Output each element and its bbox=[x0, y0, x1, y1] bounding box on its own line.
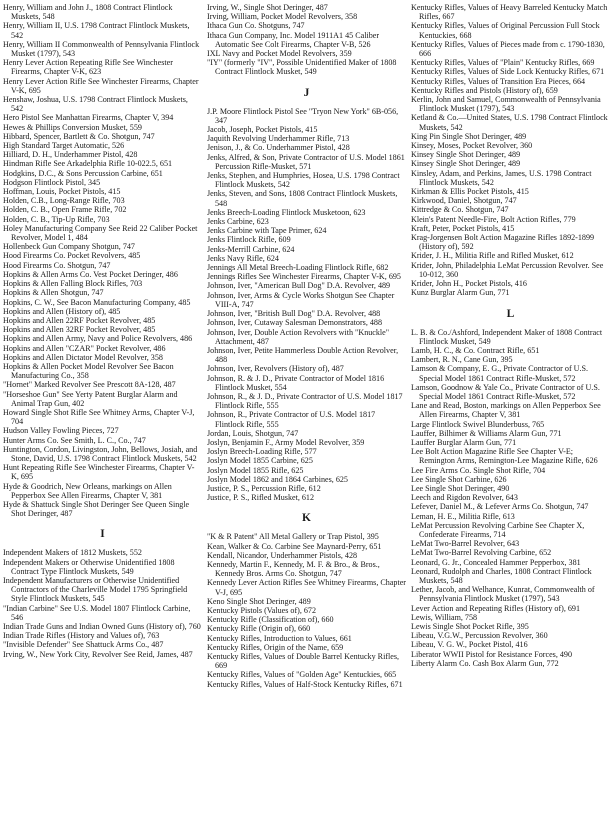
index-entry: Hopkins and Allen Dictator Model Revolver, 358 bbox=[3, 352, 163, 362]
index-entry: Joslyn Breech-Loading Rifle, 577 bbox=[207, 447, 317, 457]
index-entry: Jenks, Steven, and Sons, 1808 Contract Flintlock Muskets, 548 bbox=[207, 189, 398, 208]
index-entry: Libeau, V. G. W., Pocket Pistol, 416 bbox=[411, 640, 528, 650]
index-entry: Kentucky Rifles, Values of "Plain" Kentucky Rifles, 669 bbox=[411, 58, 595, 68]
index-entry: Hopkins & Allen Falling Block Rifles, 703 bbox=[3, 279, 143, 289]
index-entry: Irving, W., Single Shot Deringer, 487 bbox=[207, 3, 328, 12]
index-entry: Lamson, Goodnow & Yale Co., Private Contractor of U.S. Special Model 1861 Contract Rifle-Musket, 572 bbox=[411, 382, 600, 401]
index-entry: Hibbard, Spencer, Bartlett & Co. Shotgun, 747 bbox=[3, 131, 155, 141]
index-entry: Jenison, J., & Co. Underhammer Pistol, 428 bbox=[207, 143, 350, 153]
index-entry: Libeau, V.G.W., Percussion Revolver, 360 bbox=[411, 631, 548, 641]
index-entry: Kennedy, Martin F., Kennedy, M. F. & Bro., & Bros., Kennedy Bros. Arms Co. Shotgun, 747 bbox=[207, 559, 380, 579]
index-entry: Kraft, Peter, Pocket Pistols, 415 bbox=[411, 223, 515, 233]
index-entry: Johnson, Iver, Arms & Cycle Works Shotgun See Chapter VIII-A, 747 bbox=[207, 290, 395, 309]
index-entry: Kennedy Lever Action Rifles See Whitney Firearms, Chapter V-J, 695 bbox=[207, 578, 406, 597]
index-entry: "K & R Patent" All Metal Gallery or Trap Pistol, 395 bbox=[207, 532, 379, 542]
index-entry: Joslyn Model 1855 Rifle, 625 bbox=[207, 465, 304, 475]
index-entry: Lewis Single Shot Pocket Rifle, 395 bbox=[411, 622, 529, 631]
index-entry: Jennings All Metal Breech-Loading Flintlock Rifle, 682 bbox=[207, 263, 389, 273]
index-entry: Hewes & Phillips Conversion Musket, 559 bbox=[3, 122, 142, 132]
index-entry: Jaquith Revolving Underhammer Rifle, 713 bbox=[207, 134, 350, 144]
index-entry: King Pin Single Shot Deringer, 489 bbox=[411, 131, 527, 141]
index-entry: Kinsley, Adam, and Perkins, James, U.S. 1798 Contract Flintlock Muskets, 542 bbox=[411, 168, 592, 187]
index-entry: Kirkwood, Daniel, Shotgun, 747 bbox=[411, 196, 517, 206]
index-entry: High Standard Target Automatic, 526 bbox=[3, 141, 125, 151]
index-entry: Kean, Walker & Co. Carbine See Maynard-Perry, 651 bbox=[207, 541, 382, 551]
index-entry: Ithaca Gun Co. Shotguns, 747 bbox=[207, 21, 305, 31]
index-entry: Henry Lever Action Repeating Rifle See Winchester Firearms, Chapter V-K, 623 bbox=[3, 58, 173, 77]
index-entry: Hood Firearms Co. Shotgun, 747 bbox=[3, 260, 111, 270]
index-entry: Lever Action and Repeating Rifles (History of), 691 bbox=[411, 603, 581, 613]
index-entry: Indian Trade Guns and Indian Owned Guns (History of), 760 bbox=[3, 622, 201, 631]
index-entry: Kentucky Rifles, Origin of the Name, 659 bbox=[207, 642, 344, 652]
index-entry: Hindman Rifle See Arkadelphia Rifle 10-022.5, 651 bbox=[3, 159, 173, 169]
index-entry: Leonard, Rudolph and Charles, 1808 Contract Flintlock Muskets, 548 bbox=[411, 566, 592, 585]
index-entry: Hero Pistol See Manhattan Firearms, Chapter V, 394 bbox=[3, 113, 174, 123]
index-entry: Kentucky Rifles and Pistols (History of), 659 bbox=[411, 85, 558, 95]
index-entry: Huntington, Cordon, Livingston, John, Bellows, Josiah, and Stone, David, U.S. 1798 Contract Flintlock Muskets, 542 bbox=[3, 444, 198, 463]
index-column-3 bbox=[411, 3, 608, 815]
index-entry: Lee Single Shot Carbine, 626 bbox=[411, 474, 507, 484]
index-entry: Lamson & Company, E. G., Private Contractor of U.S. Special Model 1861 Contract Rifle-Musket, 572 bbox=[411, 364, 589, 383]
index-entry: Holden, C. B., Tip-Up Rifle, 703 bbox=[3, 214, 110, 224]
index-entry: Hilliard, D. H., Underhammer Pistol, 428 bbox=[3, 150, 138, 160]
index-entry: Hollenbeck Gun Company Shotgun, 747 bbox=[3, 242, 135, 252]
index-entry: Jenks Carbine, 623 bbox=[207, 217, 269, 227]
index-entry: Kunz Burglar Alarm Gun, 771 bbox=[411, 288, 510, 298]
index-entry: Kentucky Rifles, Values of Double Barrel Kentucky Rifles, 669 bbox=[207, 652, 400, 671]
index-entry: Johnson, Iver, "American Bull Dog" D.A. Revolver, 489 bbox=[207, 281, 391, 291]
index-entry: Keno Single Shot Deringer, 489 bbox=[207, 596, 311, 606]
index-entry: Kentucky Rifles, Values of Half-Stock Kentucky Rifles, 671 bbox=[207, 679, 403, 689]
index-entry: Indian Trade Rifles (History and Values of), 763 bbox=[3, 631, 160, 641]
index-entry: IXL Navy and Pocket Model Revolvers, 359 bbox=[207, 49, 352, 59]
index-entry: Hyde & Shattuck Single Shot Deringer See Queen Single Shot Deringer, 487 bbox=[3, 499, 190, 519]
index-entry: Johnson, R., Private Contractor of U.S. Model 1817 Flintlock Rifle, 555 bbox=[207, 410, 376, 429]
index-entry: Hopkins and Allen (History of), 485 bbox=[3, 306, 121, 316]
index-entry: Johnson, Iver, "British Bull Dog" D.A. Revolver, 488 bbox=[207, 309, 381, 319]
index-entry: Johnson, R. & J. D., Private Contractor of Model 1816 Flintlock Musket, 554 bbox=[207, 373, 385, 392]
index-entry: Lether, Jacob, and Welhance, Kunrat, Commonwealth of Pennsylvania Flintlock Musket (1797), 543 bbox=[411, 585, 595, 604]
index-entry: LeMat Two-Barrel Revolver, 643 bbox=[411, 539, 520, 549]
index-entry: Hopkins and Allen Army, Navy and Police Revolvers, 486 bbox=[3, 334, 193, 344]
index-entry: Johnson, Iver, Cutaway Salesman Demonstrators, 488 bbox=[207, 318, 383, 328]
index-entry: Hopkins & Allen Pocket Model Revolver See Bacon Manufacturing Co., 358 bbox=[3, 361, 174, 381]
index-entry: Johnson, Iver, Revolvers (History of), 487 bbox=[207, 364, 344, 374]
index-entry: Lee Single Shot Deringer, 490 bbox=[411, 483, 510, 493]
index-entry: Kerlin, John and Samuel, Commonwealth of Pennsylvania Flintlock Musket (1797), 543 bbox=[411, 95, 601, 114]
index-entry: Lauffer Burglar Alarm Gun, 771 bbox=[411, 437, 517, 447]
index-entry: Large Flintlock Swivel Blunderbuss, 765 bbox=[411, 419, 545, 429]
index-entry: Kentucky Rifles, Values of Pieces made from c. 1790-1830, 666 bbox=[411, 39, 605, 59]
index-entry: Jenks Flintlock Rifle, 609 bbox=[207, 235, 291, 245]
index-entry: Leonard, G. Jr., Concealed Hammer Pepperbox, 381 bbox=[411, 557, 581, 567]
index-entry: Hopkins and Allen "CZAR" Pocket Revolver, 486 bbox=[3, 343, 166, 353]
index-entry: Hoffman, Louis, Pocket Pistols, 415 bbox=[3, 187, 121, 197]
index-entry: "Indian Carbine" See U.S. Model 1807 Flintlock Carbine, 546 bbox=[3, 603, 191, 622]
index-entry: Ketland & Co.—United States, U.S. 1798 Contract Flintlock Muskets, 542 bbox=[411, 113, 608, 132]
index-entry: Kittredge & Co. Shotgun, 747 bbox=[411, 205, 509, 215]
index-entry: Holden, C. B., Open Frame Rifle, 702 bbox=[3, 205, 127, 215]
index-entry: LeMat Two-Barrel Revolving Carbine, 652 bbox=[411, 548, 552, 558]
index-entry: Lambert, R. N., Cane Gun, 395 bbox=[411, 355, 513, 365]
index-entry: J.P. Moore Flintlock Pistol See "Tryon New York" 6B-056, 347 bbox=[207, 106, 399, 125]
index-entry: "Horseshoe Gun" See Yerty Patent Burglar Alarm and Animal Trap Gun, 402 bbox=[3, 389, 178, 408]
index-entry: L. B. & Co./Ashford, Independent Maker of 1808 Contract Flintlock Musket, 549 bbox=[411, 327, 603, 346]
index-entry: Jenks Breech-Loading Flintlock Musketoon, 623 bbox=[207, 207, 366, 217]
index-entry: Hudson Valley Fowling Pieces, 727 bbox=[3, 426, 119, 436]
index-entry: Krag-Jorgensen Bolt Action Magazine Rifles 1892-1899 (History of), 592 bbox=[411, 233, 595, 252]
index-entry: Independent Manufacturers or Otherwise Unidentified Contractors of the Charleville Model 1795 Springfield Style Flintlock Muskets, 545 bbox=[3, 575, 188, 604]
index-entry: Jenks-Merrill Carbine, 624 bbox=[207, 244, 295, 254]
index-entry: Henry, William II Commonwealth of Pennsylvania Flintlock Musket (1797), 543 bbox=[3, 39, 200, 59]
index-entry: Kinsey Single Shot Deringer, 489 bbox=[411, 150, 521, 160]
index-entry: Jenks Carbine with Tape Primer, 624 bbox=[207, 226, 327, 236]
index-entry: Lee Fire Arms Co. Single Shot Rifle, 704 bbox=[411, 465, 546, 475]
index-entry: Leman, H. E., Militia Rifle, 613 bbox=[411, 511, 515, 521]
index-entry: Kinsey Single Shot Deringer, 489 bbox=[411, 159, 521, 169]
index-entry: Kendall, Nicandor, Underhammer Pistols, 428 bbox=[207, 550, 358, 560]
index-entry: Joslyn Model 1862 and 1864 Carbines, 625 bbox=[207, 474, 348, 484]
index-entry: Lane and Read, Boston, markings on Allen Pepperbox See Allen Firearms, Chapter V, 381 bbox=[411, 401, 601, 420]
index-entry: Hopkins, C. W., See Bacon Manufacturing Company, 485 bbox=[3, 297, 191, 307]
index-entry: Kentucky Rifle (Classification of), 660 bbox=[207, 615, 334, 625]
index-entry: Justice, P. S., Percussion Rifle, 612 bbox=[207, 483, 321, 493]
index-entry: Independent Makers of 1812 Muskets, 552 bbox=[3, 548, 142, 558]
index-column-1 bbox=[3, 3, 202, 815]
section-letter-heading: I bbox=[100, 528, 105, 541]
index-entry: Hood Firearms Co. Pocket Revolvers, 485 bbox=[3, 251, 141, 261]
index-entry: Lamb, H. C., & Co. Contract Rifle, 651 bbox=[411, 345, 540, 355]
index-entry: Joslyn, Benjamin F., Army Model Revolver, 359 bbox=[207, 437, 365, 447]
index-entry: Henry, William II, U.S. 1798 Contract Flintlock Muskets, 542 bbox=[3, 21, 190, 40]
section-letter-heading: K bbox=[302, 512, 311, 525]
index-entry: Jordan, Louis, Shotgun, 747 bbox=[207, 428, 299, 438]
index-entry: Kentucky Rifles, Values of Side Lock Kentucky Rifles, 671 bbox=[411, 67, 605, 77]
index-entry: Johnson, Iver, Double Action Revolvers with "Knuckle" Attachment, 487 bbox=[207, 327, 390, 346]
index-entry: Hodgkins, D.C., & Sons Percussion Carbine, 651 bbox=[3, 168, 163, 178]
index-entry: Kinsey, Moses, Pocket Revolver, 360 bbox=[411, 141, 533, 151]
index-entry: Krider, J. H., Militia Rifle and Rifled Musket, 612 bbox=[411, 251, 574, 261]
index-entry: Kentucky Rifles, Values of Transition Era Pieces, 664 bbox=[411, 76, 586, 86]
index-entry: Hopkins & Allen Shotgun, 747 bbox=[3, 288, 104, 298]
index-entry: Hopkins & Allen Arms Co. Vest Pocket Deringer, 486 bbox=[3, 269, 178, 279]
index-entry: Lee Bolt Action Magazine Rifle See Chapter V-E; Remington Arms, Remington-Lee Magazine Rifle, 626 bbox=[411, 447, 598, 466]
index-entry: Howard Single Shot Rifle See Whitney Arms, Chapter V-J, 704 bbox=[3, 407, 195, 427]
index-entry: Kentucky Rifles, Values of "Golden Age" Kentuckies, 665 bbox=[207, 670, 397, 680]
section-letter-heading: J bbox=[303, 86, 310, 99]
index-entry: Hopkins and Allen 22RF Pocket Revolver, 485 bbox=[3, 315, 156, 325]
index-entry: Klein's Patent Needle-Fire, Bolt Action Rifles, 779 bbox=[411, 214, 576, 224]
index-entry: Johnson, Iver, Petite Hammerless Double Action Revolver, 488 bbox=[207, 345, 399, 365]
index-entry: Jenks Navy Rifle, 624 bbox=[207, 253, 279, 263]
index-entry: Irving, W., New York City, Revolver See Reid, James, 487 bbox=[3, 649, 193, 659]
index-entry: Hunter Arms Co. See Smith, L. C., Co., 747 bbox=[3, 435, 146, 445]
index-entry: Henry, William and John J., 1808 Contract Flintlock Muskets, 548 bbox=[3, 3, 173, 22]
index-entry: Hodgson Flintlock Pistol, 345 bbox=[3, 177, 101, 187]
index-entry: Hunt Repeating Rifle See Winchester Firearms, Chapter V-K, 695 bbox=[3, 463, 195, 482]
index-entry: Kentucky Rifles, Values of Original Percussion Full Stock Kentuckies, 668 bbox=[411, 21, 600, 40]
index-entry: Johnson, R., & J. D., Private Contractor of U.S. Model 1817 Flintlock Rifle, 555 bbox=[207, 391, 403, 411]
index-entry: Hyde & Goodrich, New Orleans, markings on Allen Pepperbox See Allen Firearms, Chapter V, 381 bbox=[3, 481, 172, 500]
index-entry: Kentucky Rifles, Introduction to Values, 661 bbox=[207, 633, 352, 643]
index-entry: Henshaw, Joshua, U.S. 1798 Contract Flintlock Muskets, 542 bbox=[3, 95, 188, 114]
index-entry: Jenks, Alfred, & Son, Private Contractor of U.S. Model 1861 Percussion Rifle-Musket, 571 bbox=[207, 152, 405, 171]
index-entry: Lewis, William, 758 bbox=[411, 612, 478, 622]
index-entry: LeMat Percussion Revolving Carbine See Chapter X, Confederate Firearms, 714 bbox=[411, 520, 585, 539]
index-entry: Jacob, Joseph, Pocket Pistols, 415 bbox=[207, 125, 318, 135]
index-entry: "Invisible Defender" See Shattuck Arms Co., 487 bbox=[3, 640, 164, 650]
index-entry: Holden, C.B., Long-Range Rifle, 703 bbox=[3, 196, 125, 206]
index-entry: Kentucky Rifle (Origin of), 660 bbox=[207, 624, 311, 634]
index-entry: Liberator WWII Pistol for Resistance Forces, 490 bbox=[411, 649, 573, 659]
index-entry: Hopkins and Allen 32RF Pocket Revolver, 485 bbox=[3, 325, 156, 335]
index-entry: Henry Lever Action Rifle See Winchester Firearms, Chapter V-K, 695 bbox=[3, 76, 199, 95]
index-entry: Lauffer, Bilhimer & Williams Alarm Gun, 771 bbox=[411, 428, 562, 438]
index-entry: Krider, John H., Pocket Pistols, 416 bbox=[411, 279, 527, 289]
index-entry: Ithaca Gun Company, Inc. Model 1911A1 45 Caliber Automatic See Colt Firearms, Chapter V-B, 526 bbox=[207, 30, 380, 49]
index-entry: Irving, William, Pocket Model Revolvers, 358 bbox=[207, 12, 358, 22]
index-entry: Independent Makers or Otherwise Unidentified 1808 Contract Type Flintlock Muskets, 549 bbox=[3, 557, 175, 576]
index-entry: Jennings Rifles See Winchester Firearms, Chapter V-K, 695 bbox=[207, 272, 401, 282]
index-entry: Liberty Alarm Co. Cash Box Alarm Gun, 772 bbox=[411, 658, 559, 668]
index-entry: Joslyn Model 1855 Carbine, 625 bbox=[207, 456, 313, 466]
index-entry: Jenks, Stephen, and Humphries, Hosea, U.S. 1798 Contract Flintlock Muskets, 542 bbox=[207, 171, 400, 190]
index-entry: Leech and Rigdon Revolver, 643 bbox=[411, 493, 518, 503]
index-entry: Krider, John, Philadelphia LeMat Percussion Revolver. See 10-012, 360 bbox=[411, 260, 604, 279]
index-entry: "IY" (formerly "IV", Possible Unidentified Maker of 1808 Contract Flintlock Musket, 549 bbox=[207, 58, 397, 77]
index-entry: Holey Manufacturing Company See Reid 22 Caliber Pocket Revolver, Model 1, 484 bbox=[3, 223, 198, 243]
index-column-2 bbox=[207, 3, 406, 815]
index-entry: Kentucky Pistols (Values of), 672 bbox=[207, 605, 317, 615]
section-letter-heading: L bbox=[506, 307, 515, 320]
index-entry: Kentucky Rifles, Values of Heavy Barreled Kentucky Match Rifles, 667 bbox=[411, 3, 608, 22]
index-entry: Kirkman & Ellis Pocket Pistols, 415 bbox=[411, 187, 529, 197]
index-entry: Lefever, Daniel M., & Lefever Arms Co. Shotgun, 747 bbox=[411, 502, 589, 512]
index-entry: Justice, P. S., Rifled Musket, 612 bbox=[207, 493, 315, 503]
index-entry: "Hornet" Marked Revolver See Prescott 8A-128, 487 bbox=[3, 380, 176, 390]
